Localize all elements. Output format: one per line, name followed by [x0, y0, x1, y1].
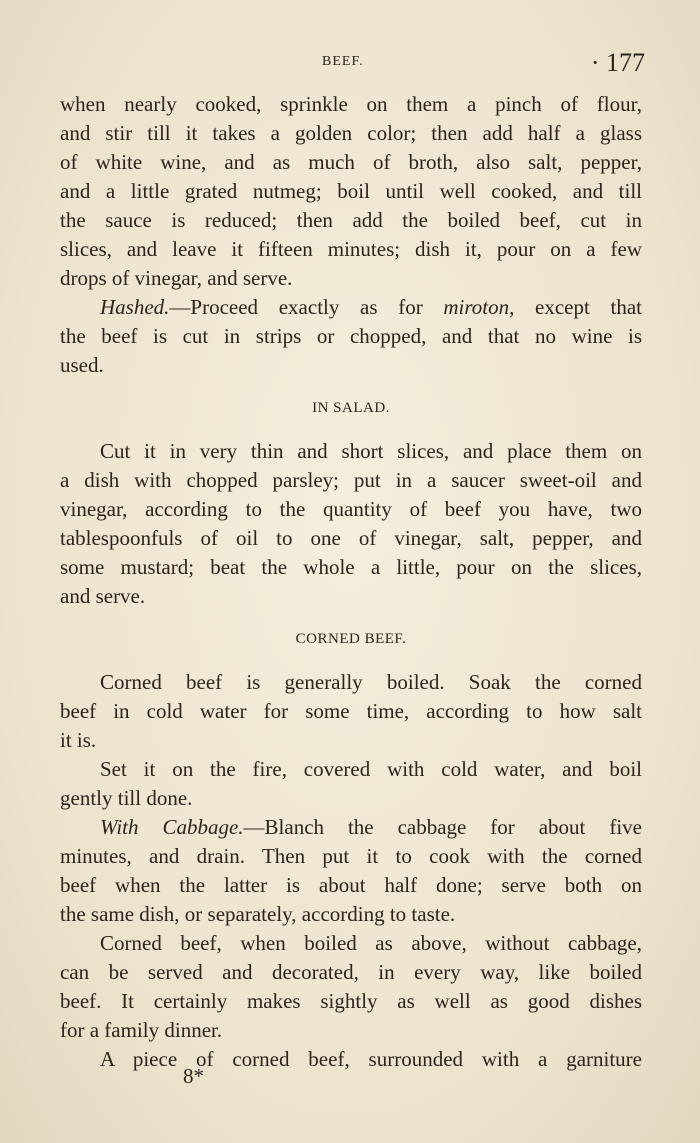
text-line: can be served and decorated, in every way, like boiled — [60, 960, 642, 984]
text-line: beef when the latter is about half done; serve both on — [60, 873, 642, 897]
text-line: the sauce is reduced; then add the boiled beef, cut in — [60, 208, 642, 232]
miroton-term: miroton, — [443, 295, 515, 319]
text-line: and a little grated nutmeg; boil until well cooked, and till — [60, 179, 642, 203]
hashed-text-b: except that — [514, 295, 642, 319]
text-line: Corned beef, when boiled as above, without cabbage, — [100, 931, 642, 955]
text-line: for a family dinner. — [60, 1018, 223, 1042]
section-heading-corned-beef: CORNED BEEF. — [295, 631, 407, 647]
text-line: Set it on the fire, covered with cold water, and boil — [100, 757, 642, 781]
hashed-text-a: —Proceed exactly as for — [169, 295, 444, 319]
text-line: tablespoonfuls of oil to one of vinegar, salt, pepper, and — [60, 526, 642, 550]
page-number: · 177 — [590, 48, 645, 77]
cabbage-text: —Blanch the cabbage for about five — [243, 815, 642, 839]
text-line: beef in cold water for some time, according to how salt — [60, 699, 642, 723]
running-title: BEEF. — [322, 54, 364, 69]
text-line: it is. — [60, 728, 97, 752]
text-line: Corned beef is generally boiled. Soak the corned — [100, 670, 642, 694]
signature-mark: 8* — [183, 1064, 204, 1088]
text-line: Cut it in very thin and short slices, and place them on — [100, 439, 642, 463]
running-head — [60, 50, 645, 82]
text-line: beef. It certainly makes sightly as well as good dishes — [60, 989, 642, 1013]
text-line: and serve. — [60, 584, 146, 608]
text-line: some mustard; beat the whole a little, pour on the slices, — [60, 555, 642, 579]
cabbage-label: With Cabbage. — [100, 815, 244, 839]
text-line: the same dish, or separately, according to taste. — [60, 902, 456, 926]
section-heading-salad: IN SALAD. — [312, 400, 390, 416]
text-line: and stir till it takes a golden color; then add half a glass — [60, 121, 642, 145]
text-line: drops of vinegar, and serve. — [60, 266, 293, 290]
text-line: vinegar, according to the quantity of beef you have, two — [60, 497, 642, 521]
text-line: used. — [60, 353, 104, 377]
body-text — [60, 90, 642, 1074]
text-line: minutes, and drain. Then put it to cook with the corned — [60, 844, 642, 868]
text-line: a dish with chopped parsley; put in a saucer sweet-oil and — [60, 468, 642, 492]
text-line: slices, and leave it fifteen minutes; dish it, pour on a few — [60, 237, 642, 261]
hashed-line — [60, 293, 642, 322]
text-line: when nearly cooked, sprinkle on them a pinch of flour, — [60, 92, 642, 116]
text-line: of white wine, and as much of broth, also salt, pepper, — [60, 150, 642, 174]
text-line: gently till done. — [60, 786, 193, 810]
text-line: A piece of corned beef, surrounded with a garniture — [100, 1047, 642, 1071]
text-line: the beef is cut in strips or chopped, and that no wine is — [60, 324, 642, 348]
hashed-label: Hashed. — [100, 295, 170, 319]
cabbage-line — [60, 813, 642, 842]
